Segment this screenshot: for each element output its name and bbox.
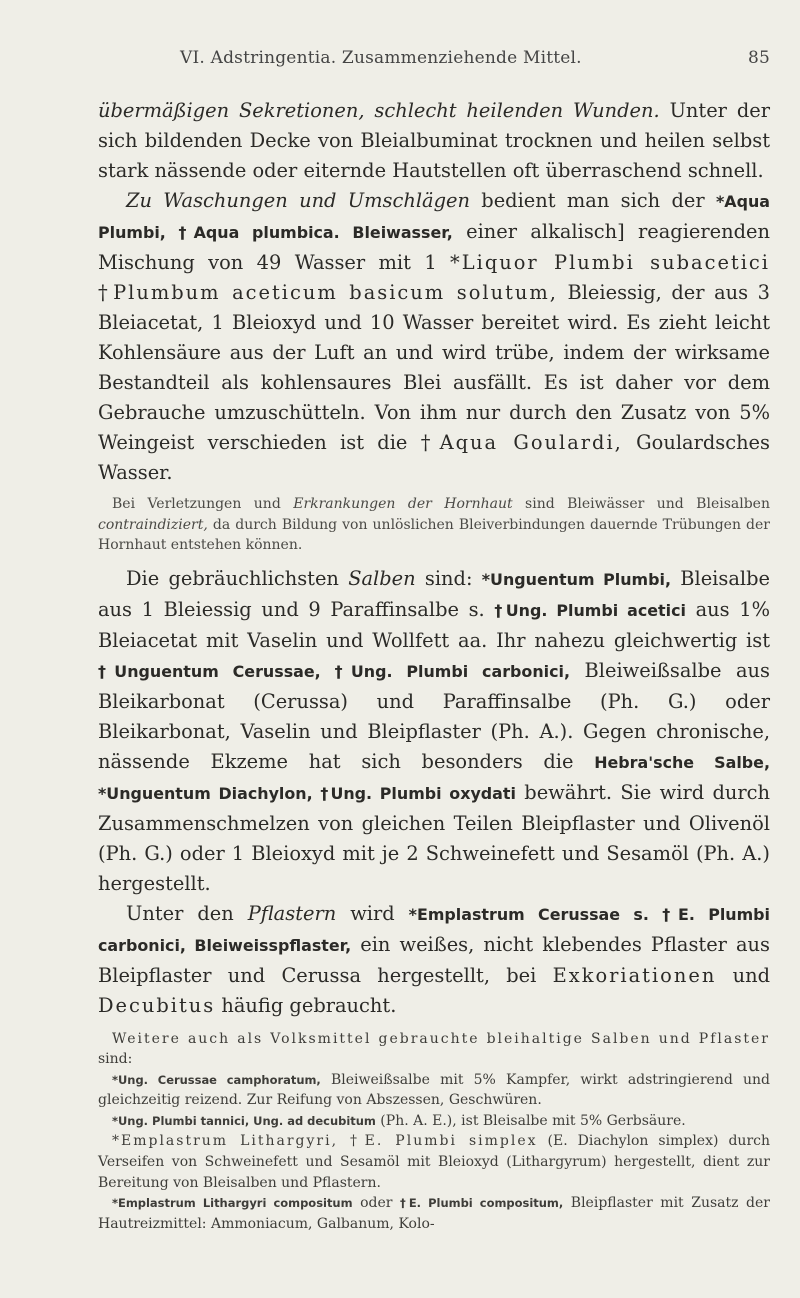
paragraph-wounds: übermäßigen Sekretionen, schlecht heilenden Wunden. Unter der sich bildenden Decke von Bleialbuminat trocknen und heilen selbst stark nässende oder eiternde Hautstellen oft überraschend schnell.	[98, 99, 770, 182]
paragraph-salves: Die gebräuchlichsten Salben sind: *Unguentum Plumbi, Bleisalbe aus 1 Bleiessig und 9 Paraffinsalbe s. †Ung. Plumbi acetici aus 1% Bleiacetat mit Vaselin und Wollfett aa. Ihr nahezu gleichwertig ist †Unguentum Cerussae, †Ung. Plumbi carbonici, Bleiweißsalbe aus Bleikarbonat (Cerussa) und Paraffinsalbe (Ph. G.) oder Bleikarbonat, Vaselin und Bleipflaster (Ph. A.). Gegen chronische, nässende Ekzeme hat sich besonders die Hebra'sche Salbe, *Unguentum Diachylon, †Ung. Plumbi oxydati bewährt. Sie wird durch Zusammenschmelzen von gleichen Teilen Bleipflaster und Olivenöl (Ph. G.) oder 1 Bleioxyd mit je 2 Schweinefett und Sesamöl (Ph. A.) hergestellt.	[98, 566, 771, 895]
fine-print-list	[98, 1029, 770, 1235]
main-text	[98, 96, 770, 488]
page-number: 85	[747, 48, 770, 68]
paragraph-plasters: Unter den Pflastern wird *Emplastrum Cerussae s. †E. Plumbi carbonici, Bleiweisspflaster, ein weißes, nicht klebendes Pflaster aus Bleipflaster und Cerussa hergestellt, bei Exkoriationen und Decubitus häufig gebraucht.	[98, 901, 770, 1017]
main-text-2	[98, 564, 770, 1021]
list-intro: Weitere auch als Volksmittel gebrauchte bleihaltige Salben und Pflaster sind:	[98, 1030, 770, 1068]
list-item: *Ung. Cerussae camphoratum, Bleiweißsalbe mit 5% Kampfer, wirkt adstringierend und gleichzeitig reizend. Zur Reifung von Abszessen, Geschwüren.	[98, 1071, 770, 1109]
list-item: *Ung. Plumbi tannici, Ung. ad decubitum (Ph. A. E.), ist Bleisalbe mit 5% Gerbsäure.	[112, 1112, 686, 1129]
page-body	[98, 96, 770, 1234]
running-header	[180, 48, 770, 68]
paragraph-washings: Zu Waschungen und Umschlägen bedient man sich der *Aqua Plumbi, †Aqua plumbica. Bleiwasser, einer alkalisch] reagierenden Mischung von 49 Wasser mit 1 *Liquor Plumbi subacetici †Plumbum aceticum basicum solutum, Bleiessig, der aus 3 Bleiacetat, 1 Bleioxyd und 10 Wasser bereitet wird. Es zieht leicht Kohlensäure aus der Luft an und wird trübe, indem der wirksame Bestandteil als kohlensaures Blei ausfällt. Es ist daher vor dem Gebrauche umzuschütteln. Von ihm nur durch den Zusatz von 5% Weingeist verschieden ist die †Aqua Goulardi, Goulardsches Wasser.	[98, 189, 771, 484]
list-item: *Emplastrum Lithargyri, †E. Plumbi simplex (E. Diachylon simplex) durch Verseifen von Schweinefett und Sesamöl mit Bleioxyd (Lithargyrum) hergestellt, dient zur Bereitung von Bleisalben und Pflastern.	[98, 1133, 770, 1191]
list-item: *Emplastrum Lithargyri compositum oder †E. Plumbi compositum, Bleipflaster mit Zusatz der Hautreizmittel: Ammoniacum, Galbanum, Kolo-	[98, 1195, 770, 1232]
running-title: VI. Adstringentia. Zusammenziehende Mittel.	[180, 48, 582, 68]
note-cornea: Bei Verletzungen und Erkrankungen der Hornhaut sind Bleiwässer und Bleisalben contraindiziert, da durch Bildung von unlöslichen Bleiverbindungen dauernde Trübungen der Hornhaut entstehen können.	[98, 496, 770, 553]
